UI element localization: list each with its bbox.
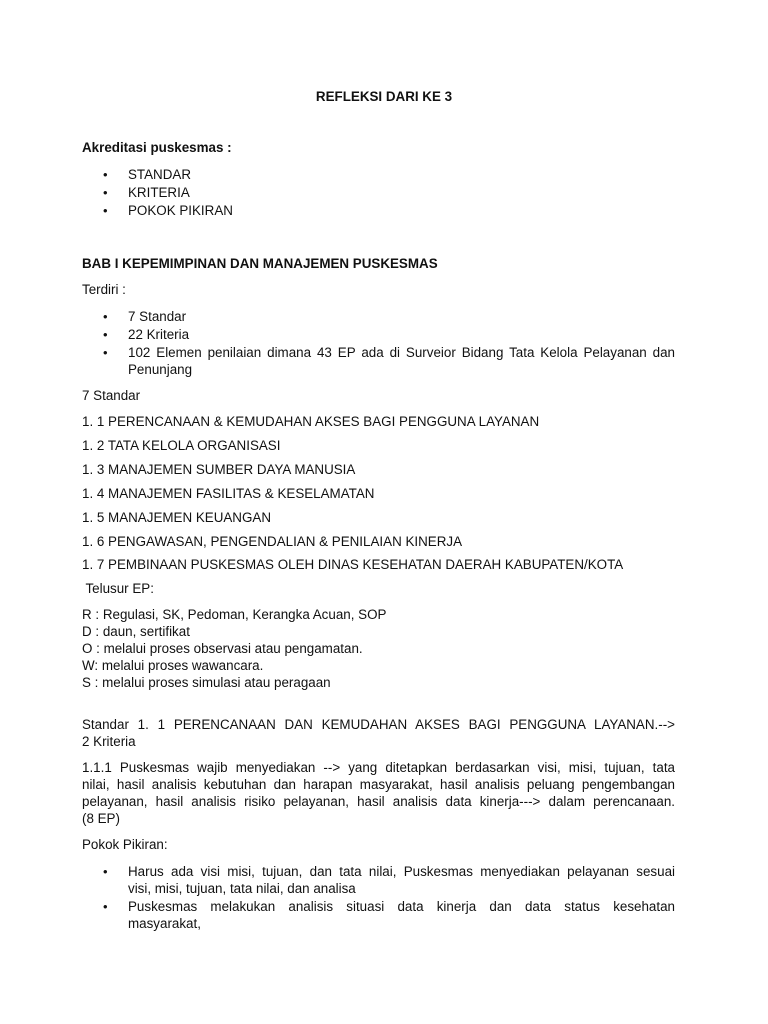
list-item: POKOK PIKIRAN [128,203,233,218]
kriteria-line: (8 EP) [82,811,120,826]
telusur-line: R : Regulasi, SK, Pedoman, Kerangka Acuan, SOP [82,607,387,622]
list-item: STANDAR [128,167,191,182]
standar11-line: 2 Kriteria [82,734,136,749]
standar-item: 1. 5 MANAJEMEN KEUANGAN [82,510,271,525]
bullet-icon: • [103,203,108,218]
telusur-heading: Telusur EP: [82,581,154,596]
list-item: 102 Elemen penilaian dimana 43 EP ada di Surveior Bidang Tata Kelola Pelayanan dan Penunjang [128,345,675,377]
kriteria-line: pelayanan, hasil analisis risiko pelayanan, hasil analisis data kinerja---> dalam perencanaan. [82,794,675,809]
standar-item: 1. 6 PENGAWASAN, PENGENDALIAN & PENILAIAN KINERJA [82,534,463,549]
bullet-icon: • [103,185,108,200]
list-item: Puskesmas melakukan analisis situasi data kinerja dan data status kesehatan [128,899,675,914]
standar11-line: Standar 1. 1 PERENCANAAN DAN KEMUDAHAN AKSES BAGI PENGGUNA LAYANAN.--> [82,717,675,732]
telusur-line: S : melalui proses simulasi atau peragaan [82,675,331,690]
standar-item: 1. 1 PERENCANAAN & KEMUDAHAN AKSES BAGI PENGGUNA LAYANAN [82,414,540,429]
telusur-line: D : daun, sertifikat [82,624,190,639]
bullet-icon: • [103,309,108,324]
terdiri-label: Terdiri : [82,282,126,297]
pokok-heading: Pokok Pikiran: [82,837,168,852]
list-item: 7 Standar [128,309,187,324]
standar-item: 1. 7 PEMBINAAN PUSKESMAS OLEH DINAS KESEHATAN DAERAH KABUPATEN/KOTA [82,557,624,572]
standar-heading: 7 Standar [82,388,141,403]
bullet-icon: • [103,167,108,182]
telusur-line: W: melalui proses wawancara. [82,658,264,673]
list-item: KRITERIA [128,185,190,200]
standar-item: 1. 3 MANAJEMEN SUMBER DAYA MANUSIA [82,462,356,477]
bullet-icon: • [103,327,108,342]
kriteria-line: nilai, hasil analisis kebutuhan dan harapan masyarakat, hasil analisis peluang pengembangan [82,777,675,792]
akreditasi-heading: Akreditasi puskesmas : [82,140,232,155]
kriteria-line: 1.1.1 Puskesmas wajib menyediakan --> yang ditetapkan berdasarkan visi, misi, tujuan, tata [82,760,675,775]
telusur-line: O : melalui proses observasi atau pengamatan. [82,641,363,656]
standar-item: 1. 2 TATA KELOLA ORGANISASI [82,438,281,453]
list-item: Harus ada visi misi, tujuan, dan tata nilai, Puskesmas menyediakan pelayanan sesuai [128,864,675,879]
list-item: visi, misi, tujuan, tata nilai, dan analisa [128,881,356,896]
bab-heading: BAB I KEPEMIMPINAN DAN MANAJEMEN PUSKESMAS [82,256,438,271]
bullet-icon: • [103,899,108,914]
page-title: REFLEKSI DARI KE 3 [315,89,453,104]
list-item: masyarakat, [128,916,201,931]
bullet-icon: • [103,864,108,879]
bullet-icon: • [103,345,108,360]
standar-item: 1. 4 MANAJEMEN FASILITAS & KESELAMATAN [82,486,375,501]
list-item: 22 Kriteria [128,327,190,342]
